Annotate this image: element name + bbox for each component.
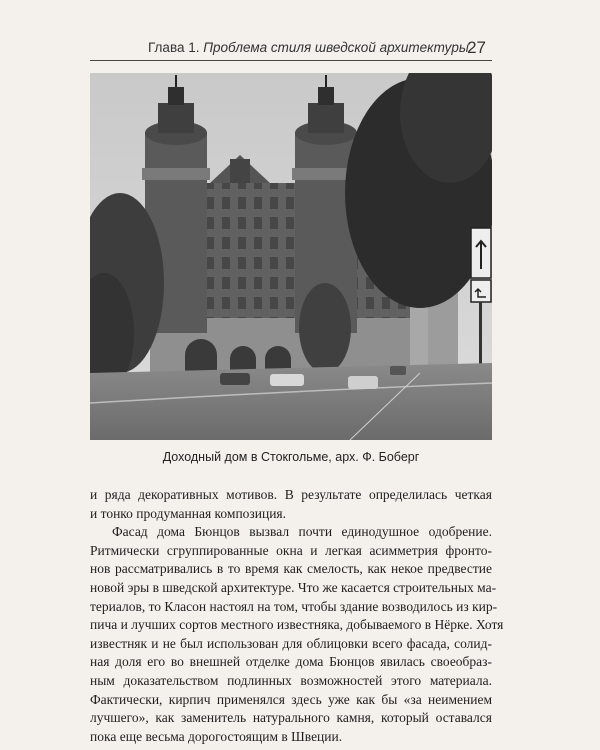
body-line: териалов, то Класон настоял на том, чтобы здание возводилось из кир- [90,598,498,614]
body-line: Ритмически сгруппированные окна и легкая асимметрия фронто- [90,542,492,558]
body-line: Фактически, кирпич применялся здесь уже как бы «за неимением [90,691,492,707]
page-number: 27 [467,38,486,57]
chapter-title: Проблема стиля шведской архитектуры [203,40,469,55]
body-line: новой эры в шведской архитектуре. Что же касается строительных ма- [90,579,497,595]
body-line: и тонко продуманная композиция. [90,505,287,521]
body-line: нов рассматривались в то время как смелость, как некое предвестие [90,561,492,577]
body-line: и ряда декоративных мотивов. В результате определилась четкая [90,487,492,502]
building-photo-illustration [90,73,492,440]
body-line: ная доля его во внешней отделке дома Бюнцов явилась своеобраз- [90,654,492,670]
building-photo [90,73,492,440]
body-line: лучшего», как заменитель натурального камня, который оставался [90,710,492,726]
body-line: Фасад дома Бюнцов вызвал почти единодушное одобрение. [112,524,492,540]
header-title [148,40,469,55]
body-line: пича и лучших сортов местного известняка, добываемого в Нёрке. Хотя [90,617,504,633]
body-line: известняк и не был использован для облицовки всего фасада, солид- [90,635,492,651]
body-line: ным доказательством подлинных возможностей этого материала. [90,672,492,688]
running-header [90,36,492,61]
photo-caption: Доходный дом в Стокгольме, арх. Ф. Боберг [162,450,420,464]
body-line: пока еще весьма дорогостоящим в Швеции. [90,728,343,744]
body-text [90,486,504,746]
chapter-label: Глава 1. [148,40,200,55]
